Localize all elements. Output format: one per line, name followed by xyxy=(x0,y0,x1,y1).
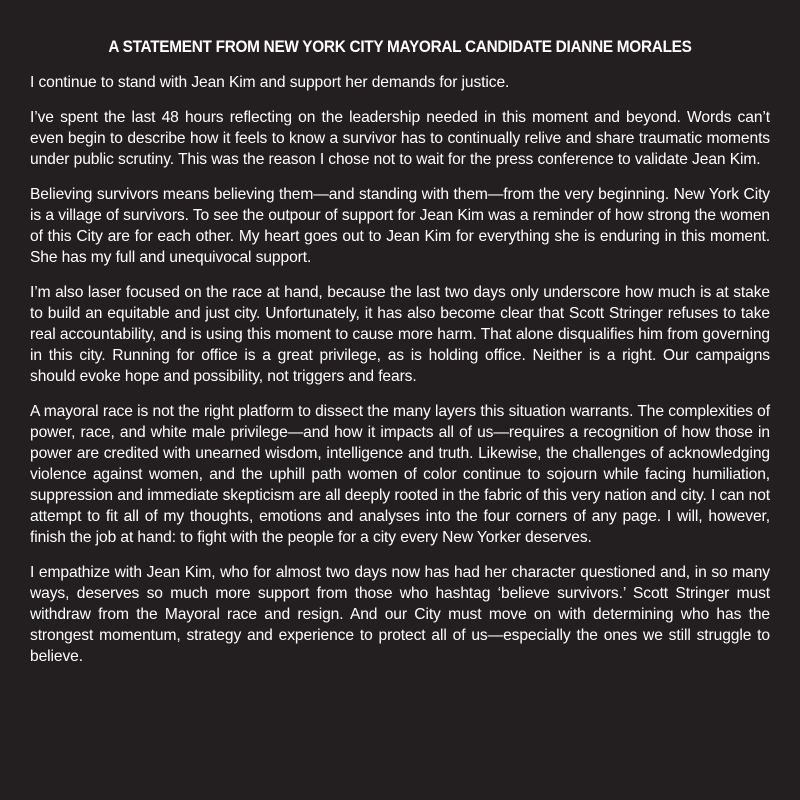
statement-paragraph-4: I’m also laser focused on the race at hand, because the last two days only underscore how much is at stake to build an equitable and just city. Unfortunately, it has also become clear that Scott Stringer refuses to take real accountability, and is using this moment to cause more harm. That alone disqualifies him from governing in this city. Running for office is a great privilege, as is holding office. Neither is a right. Our campaigns should evoke hope and possibility, not triggers and fears. xyxy=(30,284,770,385)
statement-paragraph-1: I continue to stand with Jean Kim and support her demands for justice. xyxy=(30,74,510,91)
statement-paragraph-5: A mayoral race is not the right platform to dissect the many layers this situation warrants. The complexities of power, race, and white male privilege—and how it impacts all of us—requires a recognition of how those in power are credited with unearned wisdom, intelligence and truth. Likewise, the challenges of acknowledging violence against women, and the uphill path women of color continue to sojourn while facing humiliation, suppression and immediate skepticism are all deeply rooted in the fabric of this very nation and city. I can not attempt to fit all of my thoughts, emotions and analyses into the four corners of any page. I will, however, finish the job at hand: to fight with the people for a city every New Yorker deserves. xyxy=(30,403,770,546)
statement-paragraph-6: I empathize with Jean Kim, who for almost two days now has had her character questioned and, in so many ways, deserves so much more support from those who hashtag ‘believe survivors.’ Scott Stringer must withdraw from the Mayoral race and resign. And our City must move on with determining who has the strongest momentum, strategy and experience to protect all of us—especially the ones we still struggle to believe. xyxy=(30,564,770,665)
statement-body xyxy=(30,72,770,667)
statement-paragraph-3: Believing survivors means believing them—and standing with them—from the very beginning. New York City is a village of survivors. To see the outpour of support for Jean Kim was a reminder of how strong the women of this City are for each other. My heart goes out to Jean Kim for everything she is enduring in this moment. She has my full and unequivocal support. xyxy=(30,186,770,266)
statement-title: A STATEMENT FROM NEW YORK CITY MAYORAL CANDIDATE DIANNE MORALES xyxy=(108,38,692,56)
statement-paragraph-2: I’ve spent the last 48 hours reflecting on the leadership needed in this moment and beyond. Words can’t even begin to describe how it feels to know a survivor has to continually relive and share traumatic moments under public scrutiny. This was the reason I chose not to wait for the press conference to validate Jean Kim. xyxy=(30,109,770,168)
